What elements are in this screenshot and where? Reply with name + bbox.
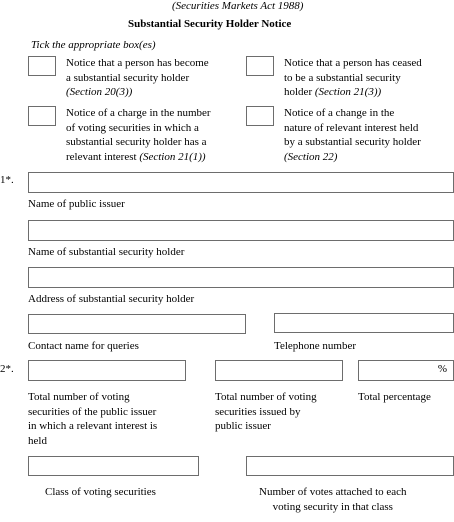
telephone-label: Telephone number xyxy=(274,340,357,352)
notice-charge-number-checkbox[interactable] xyxy=(28,106,56,126)
issued-securities-label: Total number of voting securities issued by public issuer xyxy=(215,391,317,432)
tick-instruction: Tick the appropriate box(es) xyxy=(31,39,156,51)
percent-symbol: % xyxy=(437,363,447,375)
section-2-number: 2*. xyxy=(0,363,14,375)
notice-become-holder-checkbox[interactable] xyxy=(28,56,56,76)
class-securities-label: Class of voting securities xyxy=(45,486,156,498)
form-title: Substantial Security Holder Notice xyxy=(128,18,292,30)
percentage-label: Total percentage xyxy=(358,391,431,403)
contact-name-label: Contact name for queries xyxy=(28,340,139,352)
percentage-field[interactable] xyxy=(358,360,454,381)
notice-change-nature-label: Notice of a change in the nature of relevant interest held by a substantial security holder (Section 22) xyxy=(284,107,421,163)
total-voting-field[interactable] xyxy=(28,360,186,381)
telephone-field[interactable] xyxy=(274,313,454,333)
contact-name-field[interactable] xyxy=(28,314,246,334)
section-1-number: 1*. xyxy=(0,174,14,186)
holder-name-label: Name of substantial security holder xyxy=(28,246,185,258)
notice-ceased-holder-label: Notice that a person has ceased to be a substantial security holder (Section 21(3)) xyxy=(284,57,422,98)
notice-charge-number-label: Notice of a charge in the number of voting securities in which a substantial security holder has a relevant interest (Section 21(1)) xyxy=(66,107,211,163)
class-securities-field[interactable] xyxy=(28,456,199,476)
act-reference: (Securities Markets Act 1988) xyxy=(172,0,304,12)
votes-per-security-label: Number of votes attached to each voting security in that class xyxy=(259,486,407,513)
notice-change-nature-checkbox[interactable] xyxy=(246,106,274,126)
issued-securities-field[interactable] xyxy=(215,360,343,381)
notice-ceased-holder-checkbox[interactable] xyxy=(246,56,274,76)
address-field[interactable] xyxy=(28,267,454,288)
votes-per-security-field[interactable] xyxy=(246,456,454,476)
address-label: Address of substantial security holder xyxy=(28,293,195,305)
public-issuer-field[interactable] xyxy=(28,172,454,193)
holder-name-field[interactable] xyxy=(28,220,454,241)
notice-become-holder-label: Notice that a person has become a substantial security holder (Section 20(3)) xyxy=(66,57,209,98)
public-issuer-label: Name of public issuer xyxy=(28,198,125,210)
total-voting-label: Total number of voting securities of the public issuer in which a relevant interest is held xyxy=(28,391,158,447)
